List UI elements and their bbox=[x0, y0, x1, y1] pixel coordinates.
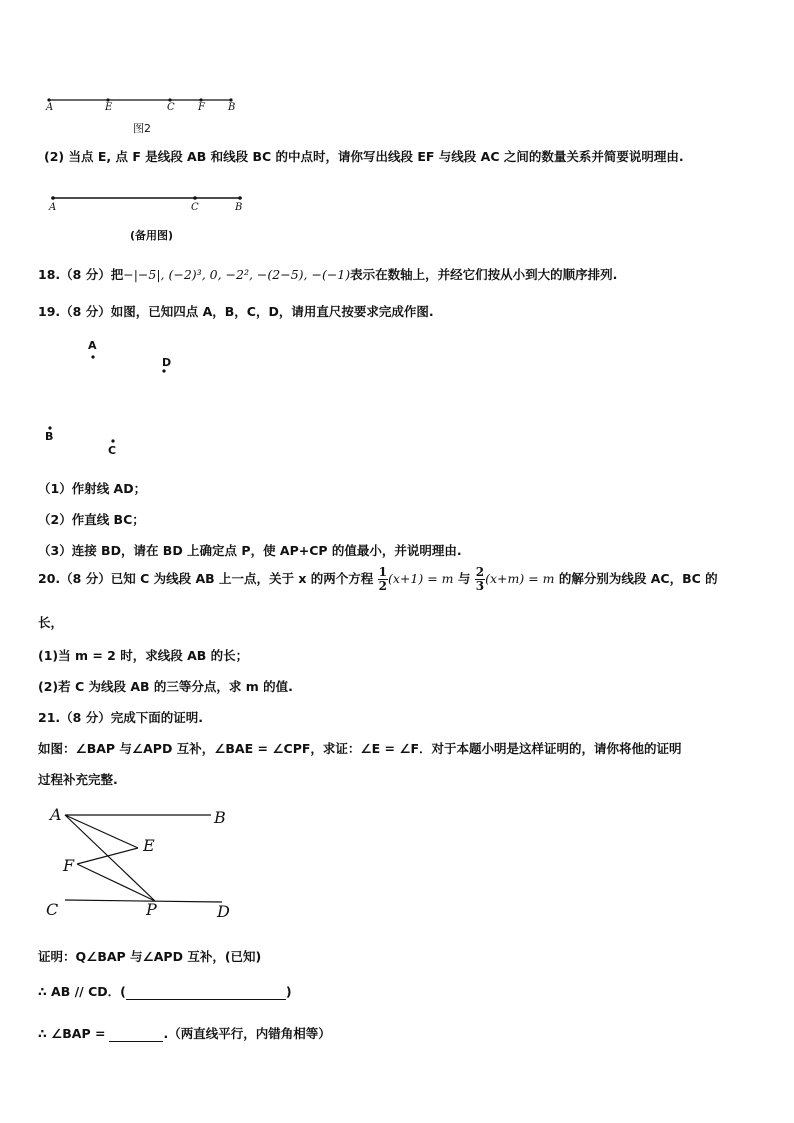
q19-text: 如图，已知四点 A，B，C，D，请用直尺按要求完成作图. bbox=[110, 304, 434, 319]
q20-frac1-den: 2 bbox=[378, 579, 387, 593]
fig21-label-f: F bbox=[63, 856, 75, 875]
q20-mid: 与 bbox=[457, 571, 471, 586]
label-e: E bbox=[105, 102, 113, 113]
q21-body-2: 过程补充完整. bbox=[38, 772, 118, 787]
segment-fp bbox=[77, 864, 155, 901]
q20-equation-1: (x+1) = m bbox=[388, 571, 454, 586]
q21-title: 完成下面的证明. bbox=[110, 710, 203, 725]
label-d-q19: D bbox=[162, 356, 172, 369]
q20-part-2: (2)若 C 为线段 AB 的三等分点，求 m 的值. bbox=[38, 679, 293, 694]
q21-score: （8 分） bbox=[60, 710, 111, 725]
q21-proof-2-post: ) bbox=[285, 984, 292, 999]
figure-2-caption: 图2 bbox=[133, 122, 151, 135]
q20-score: （8 分） bbox=[60, 571, 111, 586]
label-b-q19: B bbox=[45, 430, 54, 443]
label-a: A bbox=[46, 102, 54, 113]
q20-frac1-num: 1 bbox=[378, 565, 387, 579]
q21-proof-2-pre: ∴ AB // CD．( bbox=[38, 984, 126, 999]
q21-number: 21. bbox=[38, 710, 61, 725]
q20-number: 20. bbox=[38, 571, 61, 586]
figure-backup-caption: (备用图) bbox=[130, 229, 174, 242]
label-b-backup: B bbox=[235, 202, 243, 213]
q18-expression: −|−5|, (−2)³, 0, −2², −(2−5), −(−1) bbox=[123, 267, 351, 282]
fig21-label-d: D bbox=[217, 902, 230, 921]
q21-proof-line-2 bbox=[38, 982, 292, 1000]
q20-text-c: 长， bbox=[38, 615, 64, 630]
q17-part-2: (2) 当点 E, 点 F 是线段 AB 和线段 BC 的中点时，请你写出线段 EF 与线段 AC 之间的数量关系并简要说明理由. bbox=[44, 149, 684, 164]
q18-score: （8 分） bbox=[60, 267, 111, 282]
q21-proof-3-pre: ∴ ∠BAP = bbox=[38, 1026, 106, 1041]
label-c: C bbox=[167, 102, 175, 113]
label-f: F bbox=[198, 102, 205, 113]
label-c-backup: C bbox=[191, 202, 199, 213]
q18-number: 18. bbox=[38, 267, 61, 282]
q19-part-2: （2）作直线 BC； bbox=[38, 512, 145, 527]
q20-text-b: 的解分别为线段 AC，BC 的 bbox=[558, 571, 718, 586]
q21-proof-line-1: 证明：Q∠BAP 与∠APD 互补，(已知) bbox=[38, 949, 262, 964]
q19-score: （8 分） bbox=[60, 304, 111, 319]
q20-text-a: 已知 C 为线段 AB 上一点，关于 x 的两个方程 bbox=[110, 571, 374, 586]
segment-ap bbox=[65, 815, 155, 901]
fig21-label-a: A bbox=[50, 805, 62, 824]
fig21-label-b: B bbox=[214, 808, 226, 827]
q20-equation-2: (x+m) = m bbox=[485, 571, 555, 586]
q19-number: 19. bbox=[38, 304, 61, 319]
q21-blank-reason[interactable] bbox=[126, 985, 286, 1000]
q20-frac2-num: 2 bbox=[475, 565, 485, 579]
label-a-q19: A bbox=[88, 339, 97, 352]
fig21-label-p: P bbox=[146, 900, 157, 919]
q21-proof-line-3 bbox=[38, 1024, 331, 1042]
q21-proof-3-post: .（两直线平行，内错角相等） bbox=[163, 1026, 331, 1041]
q20-part-1: (1)当 m = 2 时，求线段 AB 的长； bbox=[38, 648, 249, 663]
label-a-backup: A bbox=[49, 202, 57, 213]
q18-lead: 把 bbox=[110, 267, 124, 282]
q19-part-1: （1）作射线 AD； bbox=[38, 481, 147, 496]
segment-ae bbox=[65, 815, 138, 848]
label-b: B bbox=[228, 102, 236, 113]
q21-body-1: 如图：∠BAP 与∠APD 互补，∠BAE = ∠CPF，求证：∠E = ∠F．对于本题小明是这样证明的，请你将他的证明 bbox=[38, 741, 682, 756]
q18-tail: 表示在数轴上，并经它们按从小到大的顺序排列. bbox=[350, 267, 618, 282]
label-c-q19: C bbox=[108, 444, 117, 457]
fig21-label-c: C bbox=[46, 900, 59, 919]
q19-part-3: （3）连接 BD，请在 BD 上确定点 P，使 AP+CP 的值最小，并说明理由. bbox=[38, 543, 462, 558]
q20-frac2-den: 3 bbox=[475, 579, 485, 593]
line-cd bbox=[65, 900, 222, 902]
fig21-label-e: E bbox=[143, 836, 155, 855]
q21-blank-angle[interactable] bbox=[109, 1027, 163, 1042]
